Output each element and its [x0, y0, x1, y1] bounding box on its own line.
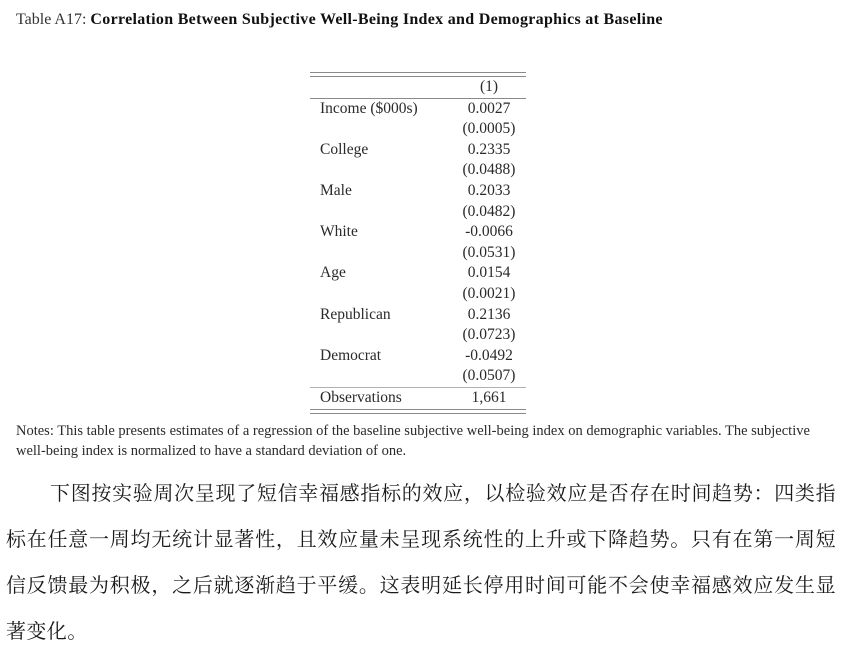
standard-error: (0.0507) — [462, 367, 516, 385]
standard-error: (0.0005) — [462, 120, 516, 138]
variable-name: College — [320, 140, 369, 158]
table-notes: Notes: This table presents estimates of a regression of the baseline subjective well-being index on demographic variables. The subjective well-being index is normalized to have a standard deviation of one. — [16, 423, 810, 459]
observations-value: 1,661 — [452, 387, 526, 408]
coefficient: 0.2033 — [467, 181, 511, 199]
chinese-body-paragraph: 下图按实验周次呈现了短信幸福感指标的效应，以检验效应是否存在时间趋势：四类指标在任意一周均无统计显著性，且效应量未呈现系统性的上升或下降趋势。只有在第一周短信反馈最为积极，之后就逐渐趋于平缓。这表明延长停用时间可能不会使幸福感效应发生显著变化。 — [6, 481, 836, 643]
header-empty-cell — [310, 77, 452, 98]
table-row-coef — [310, 140, 526, 161]
coefficient: 0.0027 — [467, 99, 511, 117]
table-row-se — [310, 160, 526, 181]
observations-label: Observations — [310, 387, 452, 408]
variable-name: Republican — [320, 305, 391, 323]
table-row-coef — [310, 222, 526, 243]
table-title: Correlation Between Subjective Well-Being Index and Demographics at Baseline — [90, 11, 663, 28]
coefficient: 0.2335 — [467, 140, 511, 158]
table-label: Table A17: — [16, 11, 87, 28]
table-row-se — [310, 366, 526, 387]
standard-error: (0.0531) — [462, 243, 516, 261]
coefficient: 0.2136 — [467, 305, 511, 323]
variable-name: Democrat — [320, 346, 382, 364]
variable-name: White — [320, 223, 358, 241]
table-row-coef — [310, 263, 526, 284]
coefficient: 0.0154 — [467, 264, 511, 282]
regression-table-body — [310, 77, 526, 409]
variable-name: Age — [320, 264, 346, 282]
table-row-coef — [310, 181, 526, 202]
table-row-se — [310, 284, 526, 305]
table-row-coef — [310, 98, 526, 119]
standard-error: (0.0488) — [462, 161, 516, 179]
table-header-row — [310, 77, 526, 98]
table-row-se — [310, 243, 526, 264]
table-caption — [16, 8, 828, 31]
table-row-se — [310, 202, 526, 223]
standard-error: (0.0723) — [462, 326, 516, 344]
observations-row — [310, 387, 526, 408]
table-row-se — [310, 119, 526, 140]
bottom-double-rule — [310, 409, 526, 414]
regression-table — [310, 72, 526, 414]
coefficient: -0.0066 — [465, 223, 513, 241]
variable-name: Male — [320, 181, 352, 199]
standard-error: (0.0021) — [462, 284, 516, 302]
standard-error: (0.0482) — [462, 202, 516, 220]
column-header: (1) — [452, 77, 526, 98]
variable-name: Income ($000s) — [320, 99, 418, 117]
table-row-coef — [310, 305, 526, 326]
table-row-coef — [310, 346, 526, 367]
table-row-se — [310, 325, 526, 346]
coefficient: -0.0492 — [465, 346, 513, 364]
